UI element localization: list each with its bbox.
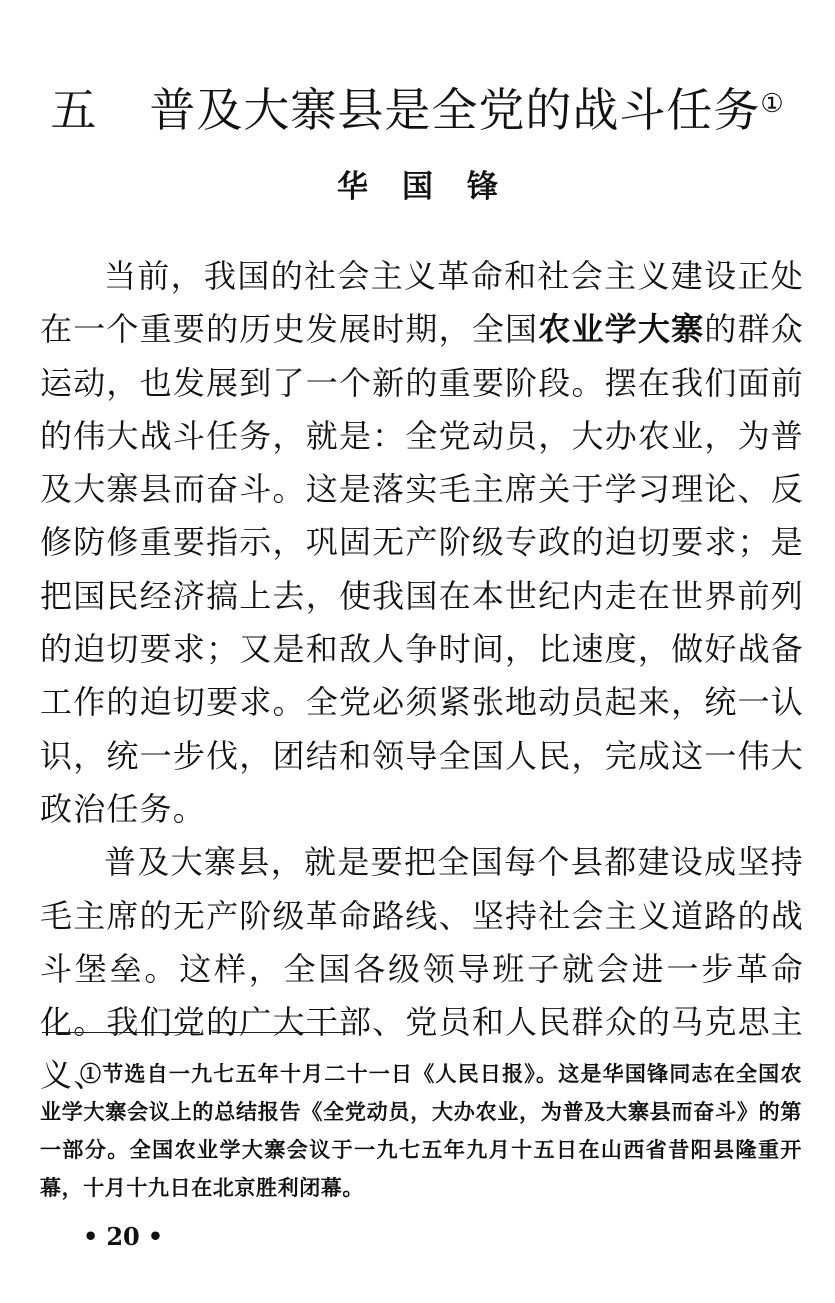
footnote-text: ①节选自一九七五年十月二十一日《人民日报》。这是华国锋同志在全国农业学大寨会议上的总结报告《全党动员，大办农业，为普及大寨县而奋斗》的第一部分。全国农业学大寨会议于一九七五年九月十五日在山西省昔阳县隆重开幕，十月十九日在北京胜利闭幕。	[40, 1061, 802, 1200]
page-number-dot-right: •	[147, 1222, 164, 1251]
chapter-title-text: 普及大寨县是全党的战斗任务	[149, 83, 761, 137]
paragraph-1-rest: 的群众运动，也发展到了一个新的重要阶段。摆在我们面前的伟大战斗任务，就是：全党动员，大办农业，为普及大寨县而奋斗。这是落实毛主席关于学习理论、反修防修重要指示，巩固无产阶级专政的迫切要求；是把国民经济搞上去，使我国在本世纪内走在世界前列的迫切要求；又是和敌人争时间，比速度，做好战备工作的迫切要求。全党必须紧张地动员起来，统一认识，统一步伐，团结和领导全国人民，完成这一伟大政治任务。	[40, 310, 804, 828]
footnote	[40, 1055, 802, 1207]
footnote-divider-right	[212, 1032, 350, 1033]
page-number	[75, 1222, 171, 1252]
paragraph-2: 普及大寨县，就是要把全国每个县都建设成坚持毛主席的无产阶级革命路线、坚持社会主义道路的战斗堡垒。这样，全国各级领导班子就会进一步革命化。我们党的广大干部、党员和人民群众的马克思主义、	[40, 843, 804, 1095]
body-text	[40, 250, 804, 1103]
page-number-value: 20	[106, 1222, 140, 1251]
footnote-reference-mark: ①	[760, 89, 785, 119]
paragraph-1	[40, 250, 804, 836]
author-name: 华国锋	[337, 169, 532, 205]
chapter-title	[0, 80, 835, 140]
footnote-divider-left	[42, 1032, 200, 1033]
paragraph-1-start: 当前，我国的社会主义革命和社会主义建设正处在一个重要的历史发展时期，全国	[40, 257, 804, 349]
chapter-number: 五	[50, 83, 98, 137]
emphasis-nongye-xue-dazhai: 农业学大寨	[538, 310, 705, 349]
page-number-dot-left: •	[83, 1222, 99, 1251]
